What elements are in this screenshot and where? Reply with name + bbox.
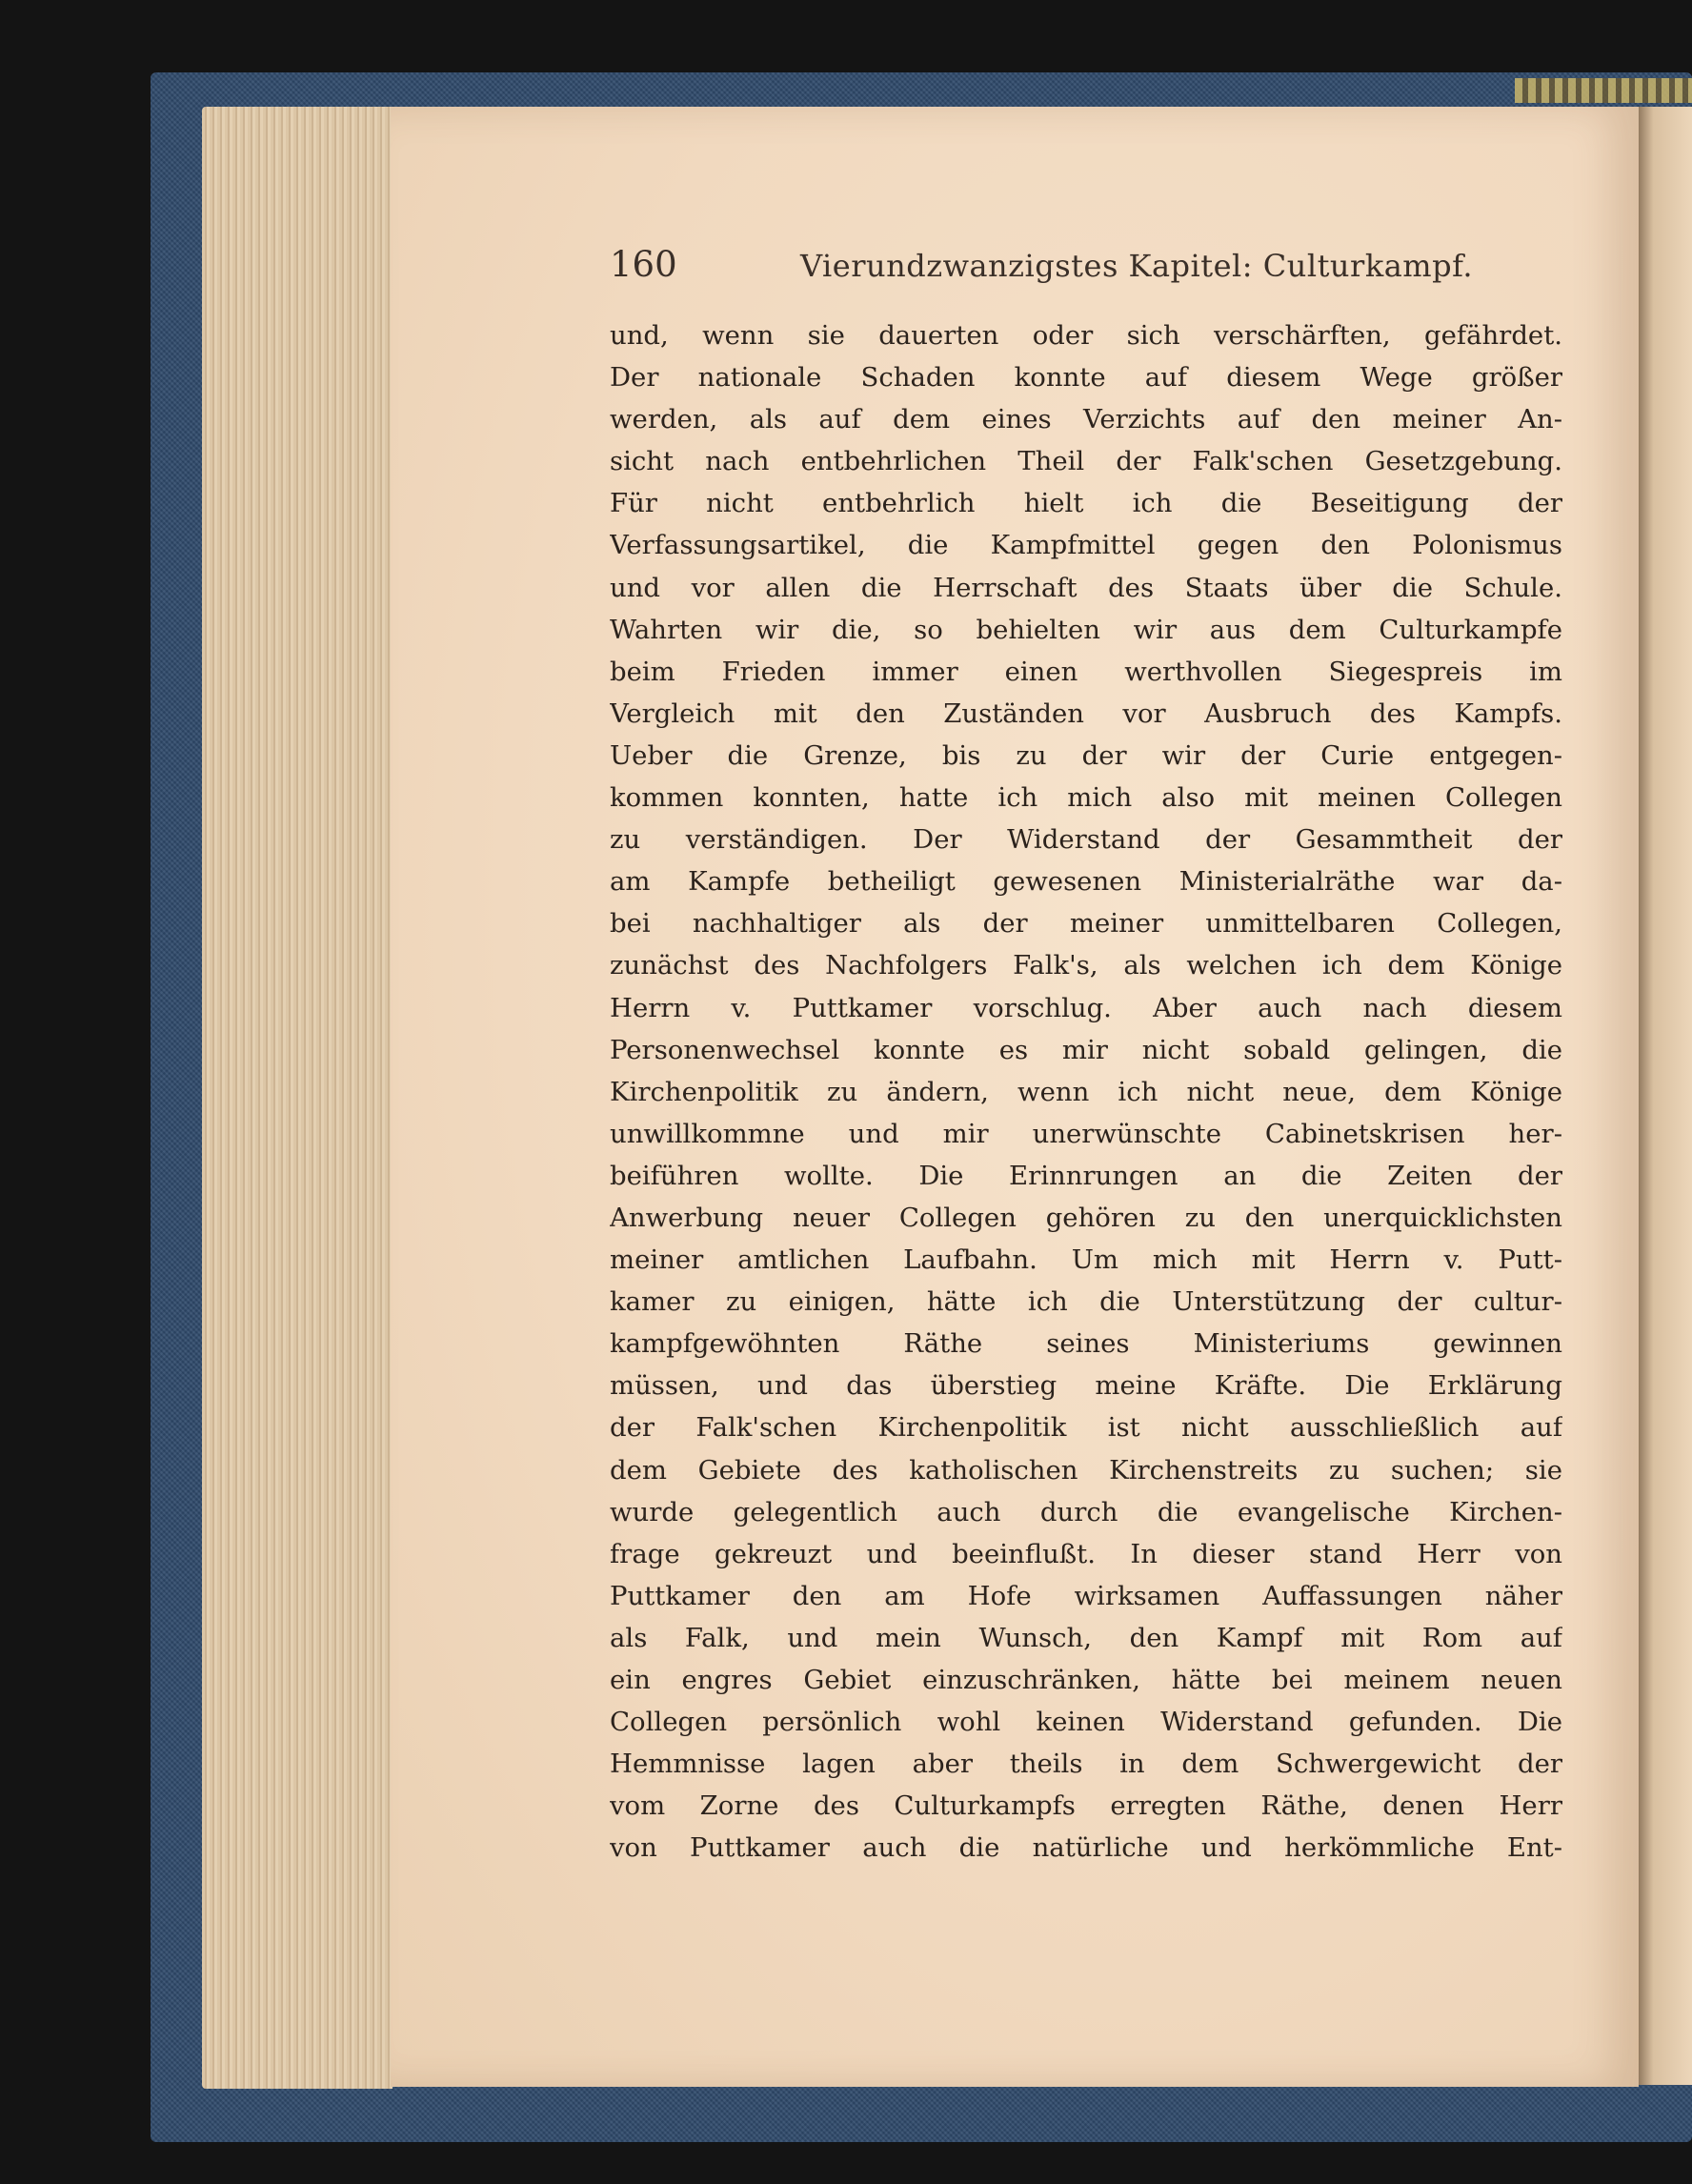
text-line: Kirchenpolitik zu ändern, wenn ich nicht neue, dem Könige	[610, 1076, 1562, 1107]
running-head	[610, 244, 1562, 286]
text-line: dem Gebiete des katholischen Kirchenstreits zu suchen; sie	[610, 1454, 1562, 1486]
text-line: Herrn v. Puttkamer vorschlug. Aber auch nach diesem	[610, 992, 1562, 1023]
text-line: kommen konnten, hatte ich mich also mit meinen Collegen	[610, 782, 1562, 814]
text-line: ein engres Gebiet einzuschränken, hätte bei meinem neuen	[610, 1665, 1562, 1695]
text-line: frage gekreuzt und beeinflußt. In dieser stand Herr von	[610, 1538, 1562, 1569]
text-line: kamer zu einigen, hätte ich die Unterstützung der cultur-	[610, 1286, 1562, 1318]
text-line: unwillkommne und mir unerwünschte Cabinetskrisen her-	[610, 1118, 1562, 1149]
text-line: Hemmnisse lagen aber theils in dem Schwergewicht der	[610, 1749, 1562, 1780]
text-line: von Puttkamer auch die natürliche und herkömmliche Ent-	[610, 1832, 1562, 1864]
text-line: beiführen wollte. Die Erinnrungen an die Zeiten der	[610, 1160, 1562, 1191]
text-line: Personenwechsel konnte es mir nicht sobald gelingen, die	[610, 1034, 1562, 1065]
text-line: wurde gelegentlich auch durch die evangelische Kirchen-	[610, 1496, 1562, 1527]
text-line: Wahrten wir die, so behielten wir aus dem Culturkampfe	[610, 614, 1562, 645]
text-line: der Falk'schen Kirchenpolitik ist nicht ausschließlich auf	[610, 1412, 1562, 1444]
text-line: werden, als auf dem eines Verzichts auf den meiner An-	[610, 404, 1562, 435]
facing-page-edge	[1637, 107, 1692, 2085]
text-line: müssen, und das überstieg meine Kräfte. Die Erklärung	[610, 1370, 1562, 1402]
text-line: und, wenn sie dauerten oder sich verschärften, gefährdet.	[610, 320, 1562, 351]
page-number: 160	[610, 244, 677, 285]
text-line: und vor allen die Herrschaft des Staats über die Schule.	[610, 572, 1562, 603]
text-line: Puttkamer den am Hofe wirksamen Auffassungen näher	[610, 1580, 1562, 1611]
text-line: zu verständigen. Der Widerstand der Gesammtheit der	[610, 824, 1562, 856]
body-text	[610, 314, 1562, 1869]
text-line: Anwerbung neuer Collegen gehören zu den unerquicklichsten	[610, 1202, 1562, 1233]
page-edges	[202, 107, 393, 2089]
book-headband	[1515, 78, 1692, 103]
text-line: meiner amtlichen Laufbahn. Um mich mit Herrn v. Putt-	[610, 1244, 1562, 1276]
text-line: Für nicht entbehrlich hielt ich die Beseitigung der	[610, 488, 1562, 519]
text-line: am Kampfe betheiligt gewesenen Ministerialräthe war da-	[610, 866, 1562, 898]
text-line: bei nachhaltiger als der meiner unmittelbaren Collegen,	[610, 908, 1562, 940]
text-line: Collegen persönlich wohl keinen Widerstand gefunden. Die	[610, 1707, 1562, 1738]
text-line: Vergleich mit den Zuständen vor Ausbruch des Kampfs.	[610, 698, 1562, 729]
text-line: beim Frieden immer einen werthvollen Siegespreis im	[610, 656, 1562, 687]
text-line: Der nationale Schaden konnte auf diesem Wege größer	[610, 362, 1562, 394]
chapter-title: Vierundzwanzigstes Kapitel: Culturkampf.	[800, 248, 1473, 284]
text-line: Ueber die Grenze, bis zu der wir der Curie entgegen-	[610, 739, 1562, 771]
text-line: Verfassungsartikel, die Kampfmittel gegen den Polonismus	[610, 530, 1562, 561]
text-line: als Falk, und mein Wunsch, den Kampf mit Rom auf	[610, 1622, 1562, 1653]
text-line: kampfgewöhnten Räthe seines Ministeriums gewinnen	[610, 1328, 1562, 1360]
text-line: sicht nach entbehrlichen Theil der Falk'schen Gesetzgebung.	[610, 446, 1562, 477]
text-line: zunächst des Nachfolgers Falk's, als welchen ich dem Könige	[610, 950, 1562, 981]
text-line: vom Zorne des Culturkampfs erregten Räthe, denen Herr	[610, 1790, 1562, 1822]
